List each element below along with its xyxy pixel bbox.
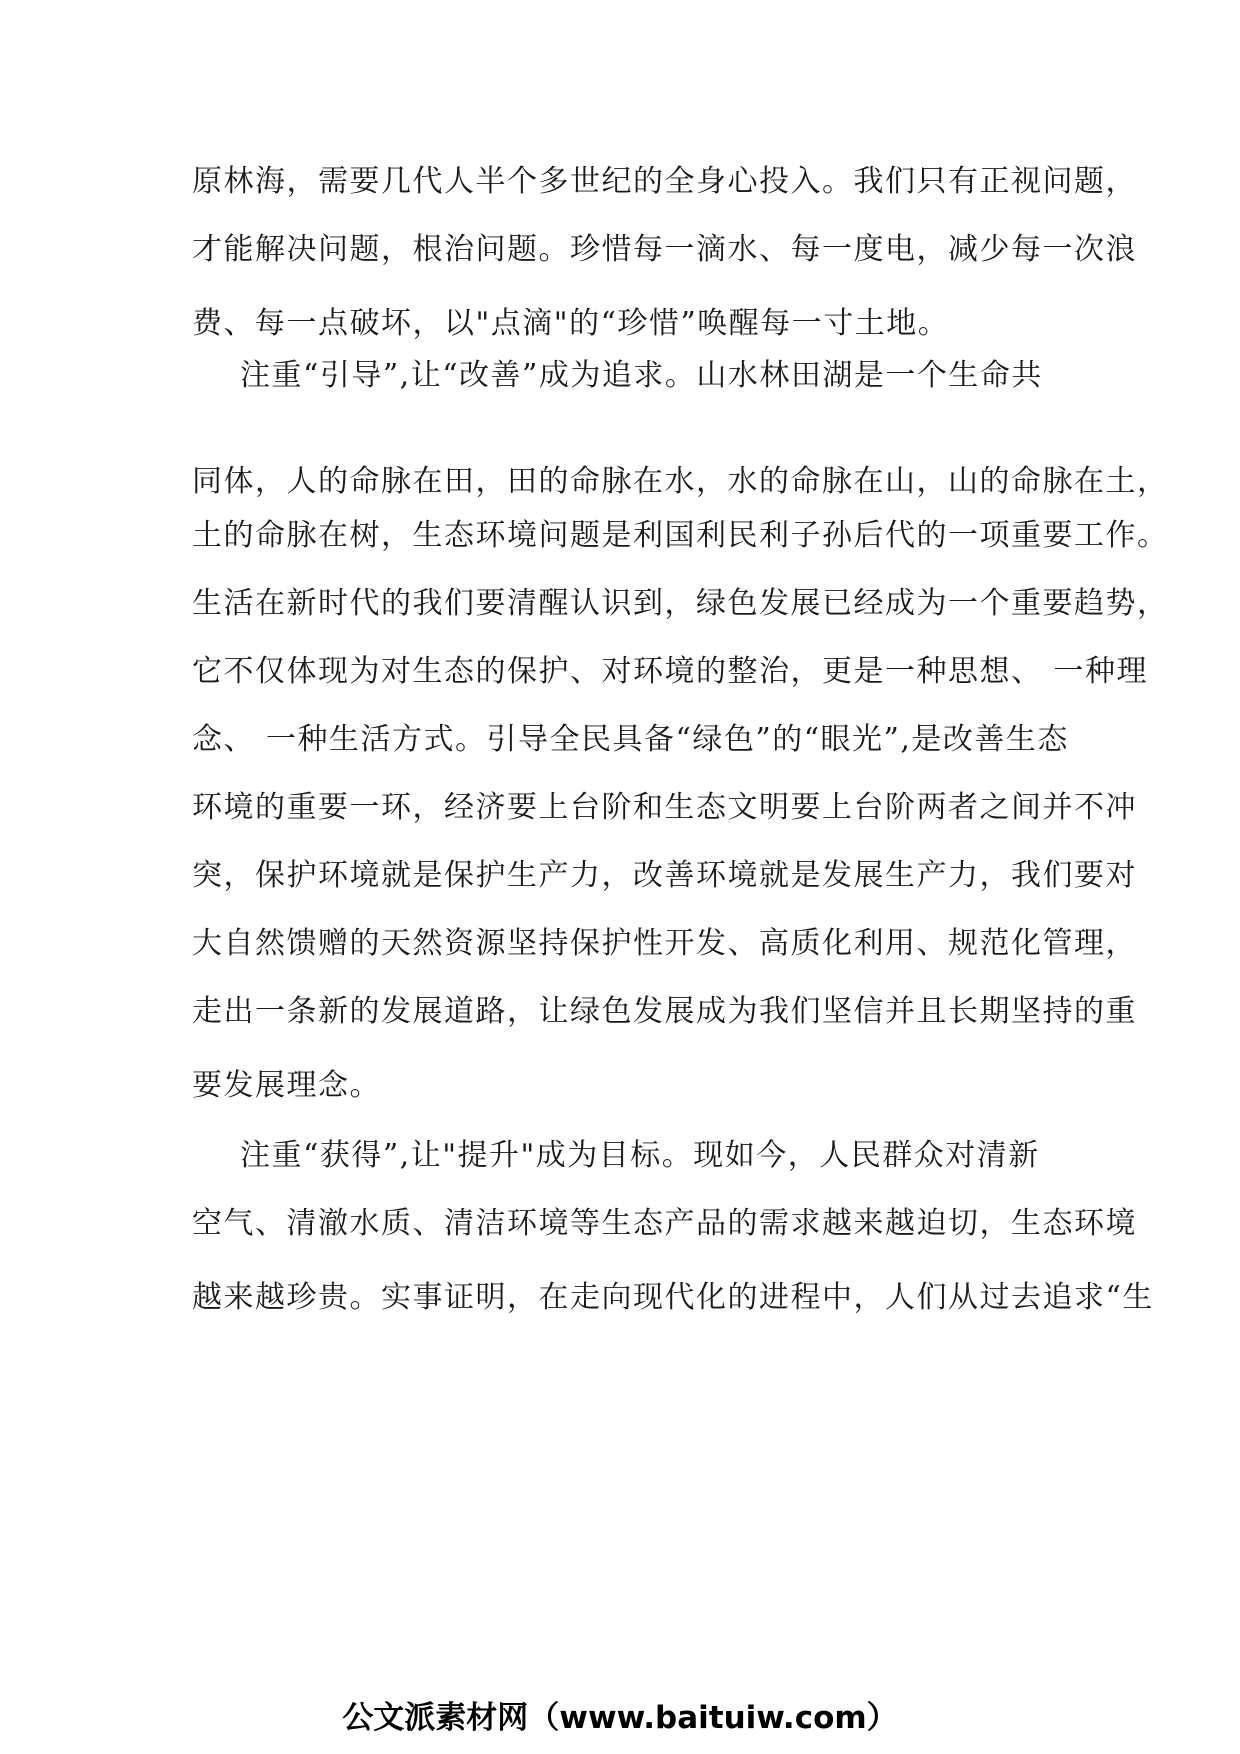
text-line: 土的命脉在树，生态环境问题是利国利民利子孙后代的一项重要工作。	[192, 518, 1169, 553]
text-line: 同体，人的命脉在田，田的命脉在水，水的命脉在山，山的命脉在土，	[192, 464, 1169, 499]
text-line: 才能解决问题，根治问题。珍惜每一滴水、每一度电，减少每一次浪	[192, 232, 1137, 267]
text-line: 环境的重要一环，经济要上台阶和生态文明要上台阶两者之间并不冲	[192, 790, 1137, 825]
text-line: 费、每一点破坏，以"点滴"的“珍惜”唤醒每一寸土地。	[192, 306, 950, 341]
text-line: 越来越珍贵。实事证明，在走向现代化的进程中，人们从过去追求“生	[192, 1280, 1154, 1315]
text-line: 突，保护环境就是保护生产力，改善环境就是发展生产力，我们要对	[192, 858, 1137, 893]
text-line: 走出一条新的发展道路，让绿色发展成为我们坚信并且长期坚持的重	[192, 994, 1137, 1029]
text-line: 大自然馈赠的天然资源坚持保护性开发、高质化利用、规范化管理，	[192, 926, 1137, 961]
text-line: 生活在新时代的我们要清醒认识到，绿色发展已经成为一个重要趋势，	[192, 586, 1169, 621]
text-line: 念、 一种生活方式。引导全民具备“绿色”的“眼光”,是改善生态	[192, 722, 1069, 757]
text-line: 空气、清澈水质、清洁环境等生态产品的需求越来越迫切，生态环境	[192, 1206, 1137, 1241]
footer-watermark: 公文派素材网（www.baituiw.com）	[342, 1700, 898, 1736]
text-line: 原林海，需要几代人半个多世纪的全身心投入。我们只有正视问题，	[192, 164, 1137, 199]
paragraph-start-line: 注重“获得”,让"提升"成为目标。现如今，人民群众对清新	[240, 1138, 1040, 1173]
text-line: 要发展理念。	[192, 1068, 381, 1103]
text-line: 它不仅体现为对生态的保护、对环境的整治，更是一种思想、 一种理	[192, 654, 1149, 689]
paragraph-start-line: 注重“引导”,让“改善”成为追求。山水林田湖是一个生命共	[240, 358, 1043, 393]
